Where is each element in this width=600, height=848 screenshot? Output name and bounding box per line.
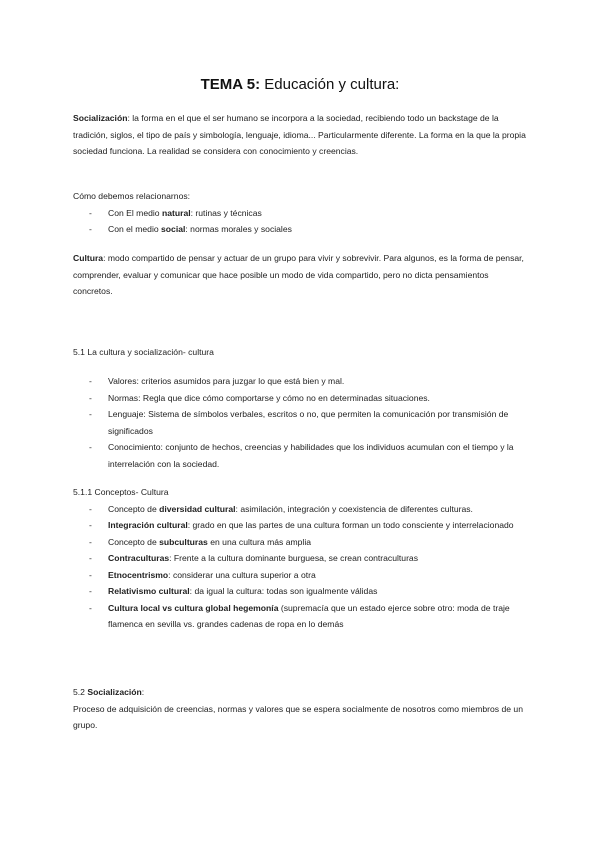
list-item [73,600,528,633]
title-bold: TEMA 5: [200,76,261,93]
item-text: en una cultura más amplia [207,536,312,547]
item-text: : rutinas y técnicas [190,207,262,218]
section-5-2-title: Socialización [87,687,142,697]
section-5-1 [73,344,528,361]
list-item [73,567,528,584]
list-item: - Lenguaje: Sistema de símbolos verbales, escritos o no, que permiten la comunicación por transmisión de significados [73,406,528,439]
item-text: : da igual la cultura: todas son igualmente válidas [189,586,378,596]
section-5-1-1-list [73,501,528,633]
item-text: : normas morales y sociales [185,224,292,234]
page-title [0,76,600,93]
item-text: : considerar una cultura superior a otra [168,569,316,580]
item-bold: diversidad cultural [159,503,236,514]
item-text: Con el medio [108,224,162,234]
socializacion-term: Socialización [73,113,128,123]
section-5-1-1 [73,484,528,633]
item-bold: Contraculturas [108,553,170,563]
heading-colon: : [141,687,145,697]
section-5-1-list-block [73,373,528,472]
item-bold: subculturas [159,536,208,547]
list-item [73,550,528,567]
section-5-2-text: Proceso de adquisición de creencias, normas y valores que se espera socialmente de nosotros como miembros de un grupo. [73,703,523,730]
item-bold: natural [161,207,191,218]
list-item: - Conocimiento: conjunto de hechos, creencias y habilidades que los individuos acumulan con el tiempo y la interrelación con la sociedad. [73,439,528,472]
item-text: Concepto de [108,503,160,514]
item-text: : Frente a la cultura dominante burguesa, se crean contraculturas [169,553,419,563]
socializacion-definition [73,110,528,160]
relacionarnos-list [73,205,528,238]
list-item [73,205,528,222]
cultura-paragraph [73,250,528,300]
list-item [73,517,528,534]
item-bold: Cultura local vs cultura global hegemonía [108,602,279,613]
item-bold: social [161,224,186,234]
cultura-term: Cultura [73,253,104,263]
list-item [73,221,528,238]
list-item [73,534,528,551]
list-item [73,501,528,518]
list-item: - Normas: Regla que dice cómo comportarse y cómo no en determinadas situaciones. [73,390,528,407]
section-5-1-1-heading: 5.1.1 Conceptos- Cultura [73,487,169,497]
section-number: 5.2 [73,687,88,697]
section-5-1-list [73,373,528,472]
item-bold: Integración cultural [108,520,188,530]
item-text: Concepto de [108,536,160,547]
title-rest: Educación y cultura: [260,76,400,93]
item-text: Con El medio [108,207,162,218]
socializacion-text: : la forma en el que el ser humano se incorpora a la sociedad, recibiendo todo un backstage de la tradición, siglos, el tipo de país y simbología, lenguaje, idioma... Particularmente diferente. La forma en la que la propia sociedad funciona. La realidad se considera con conocimiento y creencias. [73,113,526,156]
cultura-text: : modo compartido de pensar y actuar de un grupo para vivir y sobrevivir. Para algunos, es la forma de pensar, comprender, evaluar y comunicar que hace posible un modo de vida compartido, pero no dicta pensamientos concretos. [73,253,524,296]
item-text: : grado en que las partes de una cultura forman un todo consciente y interrelacionado [187,520,514,530]
section-5-2 [73,684,528,734]
item-bold: Etnocentrismo [108,569,169,580]
list-item [73,583,528,600]
item-text: (supremacía que un estado ejerce sobre otro: moda de traje flamenca en sevilla vs. grandes cadenas de ropa en lo demás [108,602,510,629]
socializacion-paragraph [73,110,528,160]
relacionarnos-section [73,188,528,238]
cultura-definition [73,250,528,300]
list-item: - Valores: criterios asumidos para juzgar lo que está bien y mal. [73,373,528,390]
item-text: : asimilación, integración y coexistencia de diferentes culturas. [235,503,473,514]
section-5-1-heading: 5.1 La cultura y socialización- cultura [73,347,214,357]
item-bold: Relativismo cultural [108,586,190,596]
section-5-2-heading [73,684,528,701]
relacionarnos-heading: Cómo debemos relacionarnos: [73,191,191,201]
